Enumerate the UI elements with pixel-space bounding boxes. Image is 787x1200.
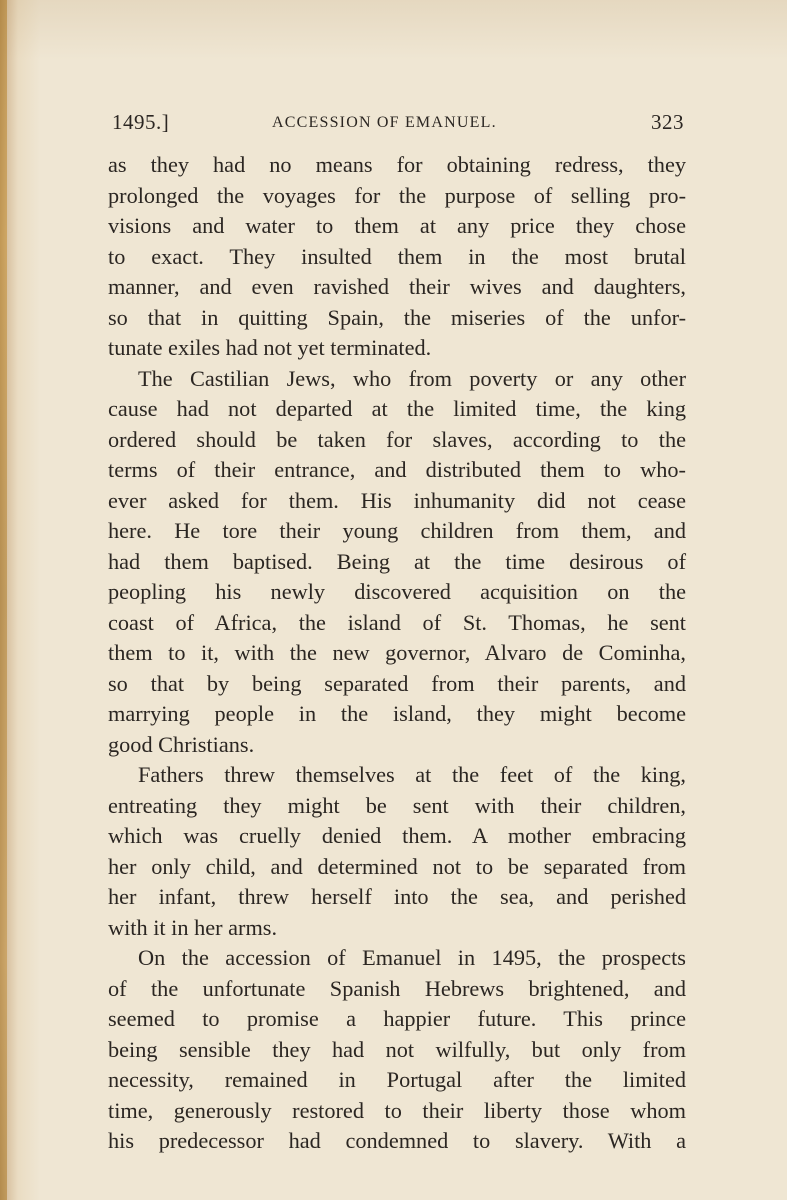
text-line: which was cruelly denied them. A mother embracing xyxy=(108,823,686,848)
page-header xyxy=(112,110,684,142)
text-line: marrying people in the island, they might become xyxy=(108,701,686,726)
paragraph xyxy=(108,943,686,1157)
text-line: The Castilian Jews, who from poverty or any other xyxy=(138,365,686,391)
text-line: her infant, threw herself into the sea, and perished xyxy=(108,884,686,909)
text-line: ever asked for them. His inhumanity did not cease xyxy=(108,487,686,513)
text-line: prolonged the voyages for the purpose of selling pro- xyxy=(108,182,686,208)
text-line: cause had not departed at the limited time, the king xyxy=(108,396,686,421)
page-gutter-shadow xyxy=(0,0,7,1200)
text-line: as they had no means for obtaining redress, they xyxy=(108,152,686,177)
text-line: Fathers threw themselves at the feet of the king, xyxy=(138,762,686,787)
text-line: ordered should be taken for slaves, according to the xyxy=(108,426,686,452)
text-line: necessity, remained in Portugal after the limited xyxy=(108,1067,686,1092)
text-line: tunate exiles had not yet terminated. xyxy=(108,335,432,360)
text-line: manner, and even ravished their wives and daughters, xyxy=(108,274,686,299)
text-line: them to it, with the new governor, Alvaro de Cominha, xyxy=(108,640,686,665)
text-line: with it in her arms. xyxy=(108,914,278,940)
text-line: On the accession of Emanuel in 1495, the prospects xyxy=(138,945,686,970)
text-line: his predecessor had condemned to slavery. With a xyxy=(108,1128,686,1153)
page-number: 323 xyxy=(651,110,684,134)
text-line: coast of Africa, the island of St. Thomas, he sent xyxy=(108,609,686,635)
text-line: peopling his newly discovered acquisition on the xyxy=(108,579,686,604)
running-title: ACCESSION OF EMANUEL. xyxy=(272,114,497,131)
header-year: 1495.] xyxy=(112,110,170,134)
text-line: being sensible they had not wilfully, but only from xyxy=(108,1036,686,1062)
text-line: of the unfortunate Spanish Hebrews brightened, and xyxy=(108,975,686,1001)
paragraph xyxy=(108,760,686,943)
paragraph xyxy=(108,364,686,761)
text-line: time, generously restored to their liberty those whom xyxy=(108,1097,686,1123)
text-line: seemed to promise a happier future. This prince xyxy=(108,1006,686,1031)
text-line: so that by being separated from their parents, and xyxy=(108,670,686,696)
text-line: had them baptised. Being at the time desirous of xyxy=(108,548,686,574)
text-line: terms of their entrance, and distributed them to who- xyxy=(108,457,686,482)
text-line: her only child, and determined not to be separated from xyxy=(108,853,686,879)
text-line: here. He tore their young children from them, and xyxy=(108,518,686,543)
text-line: so that in quitting Spain, the miseries of the unfor- xyxy=(108,304,686,330)
paragraph xyxy=(108,150,686,364)
body-text xyxy=(108,150,686,1157)
text-line: visions and water to them at any price they chose xyxy=(108,213,686,238)
text-line: entreating they might be sent with their children, xyxy=(108,792,686,818)
text-line: good Christians. xyxy=(108,731,255,757)
text-line: to exact. They insulted them in the most brutal xyxy=(108,243,686,269)
